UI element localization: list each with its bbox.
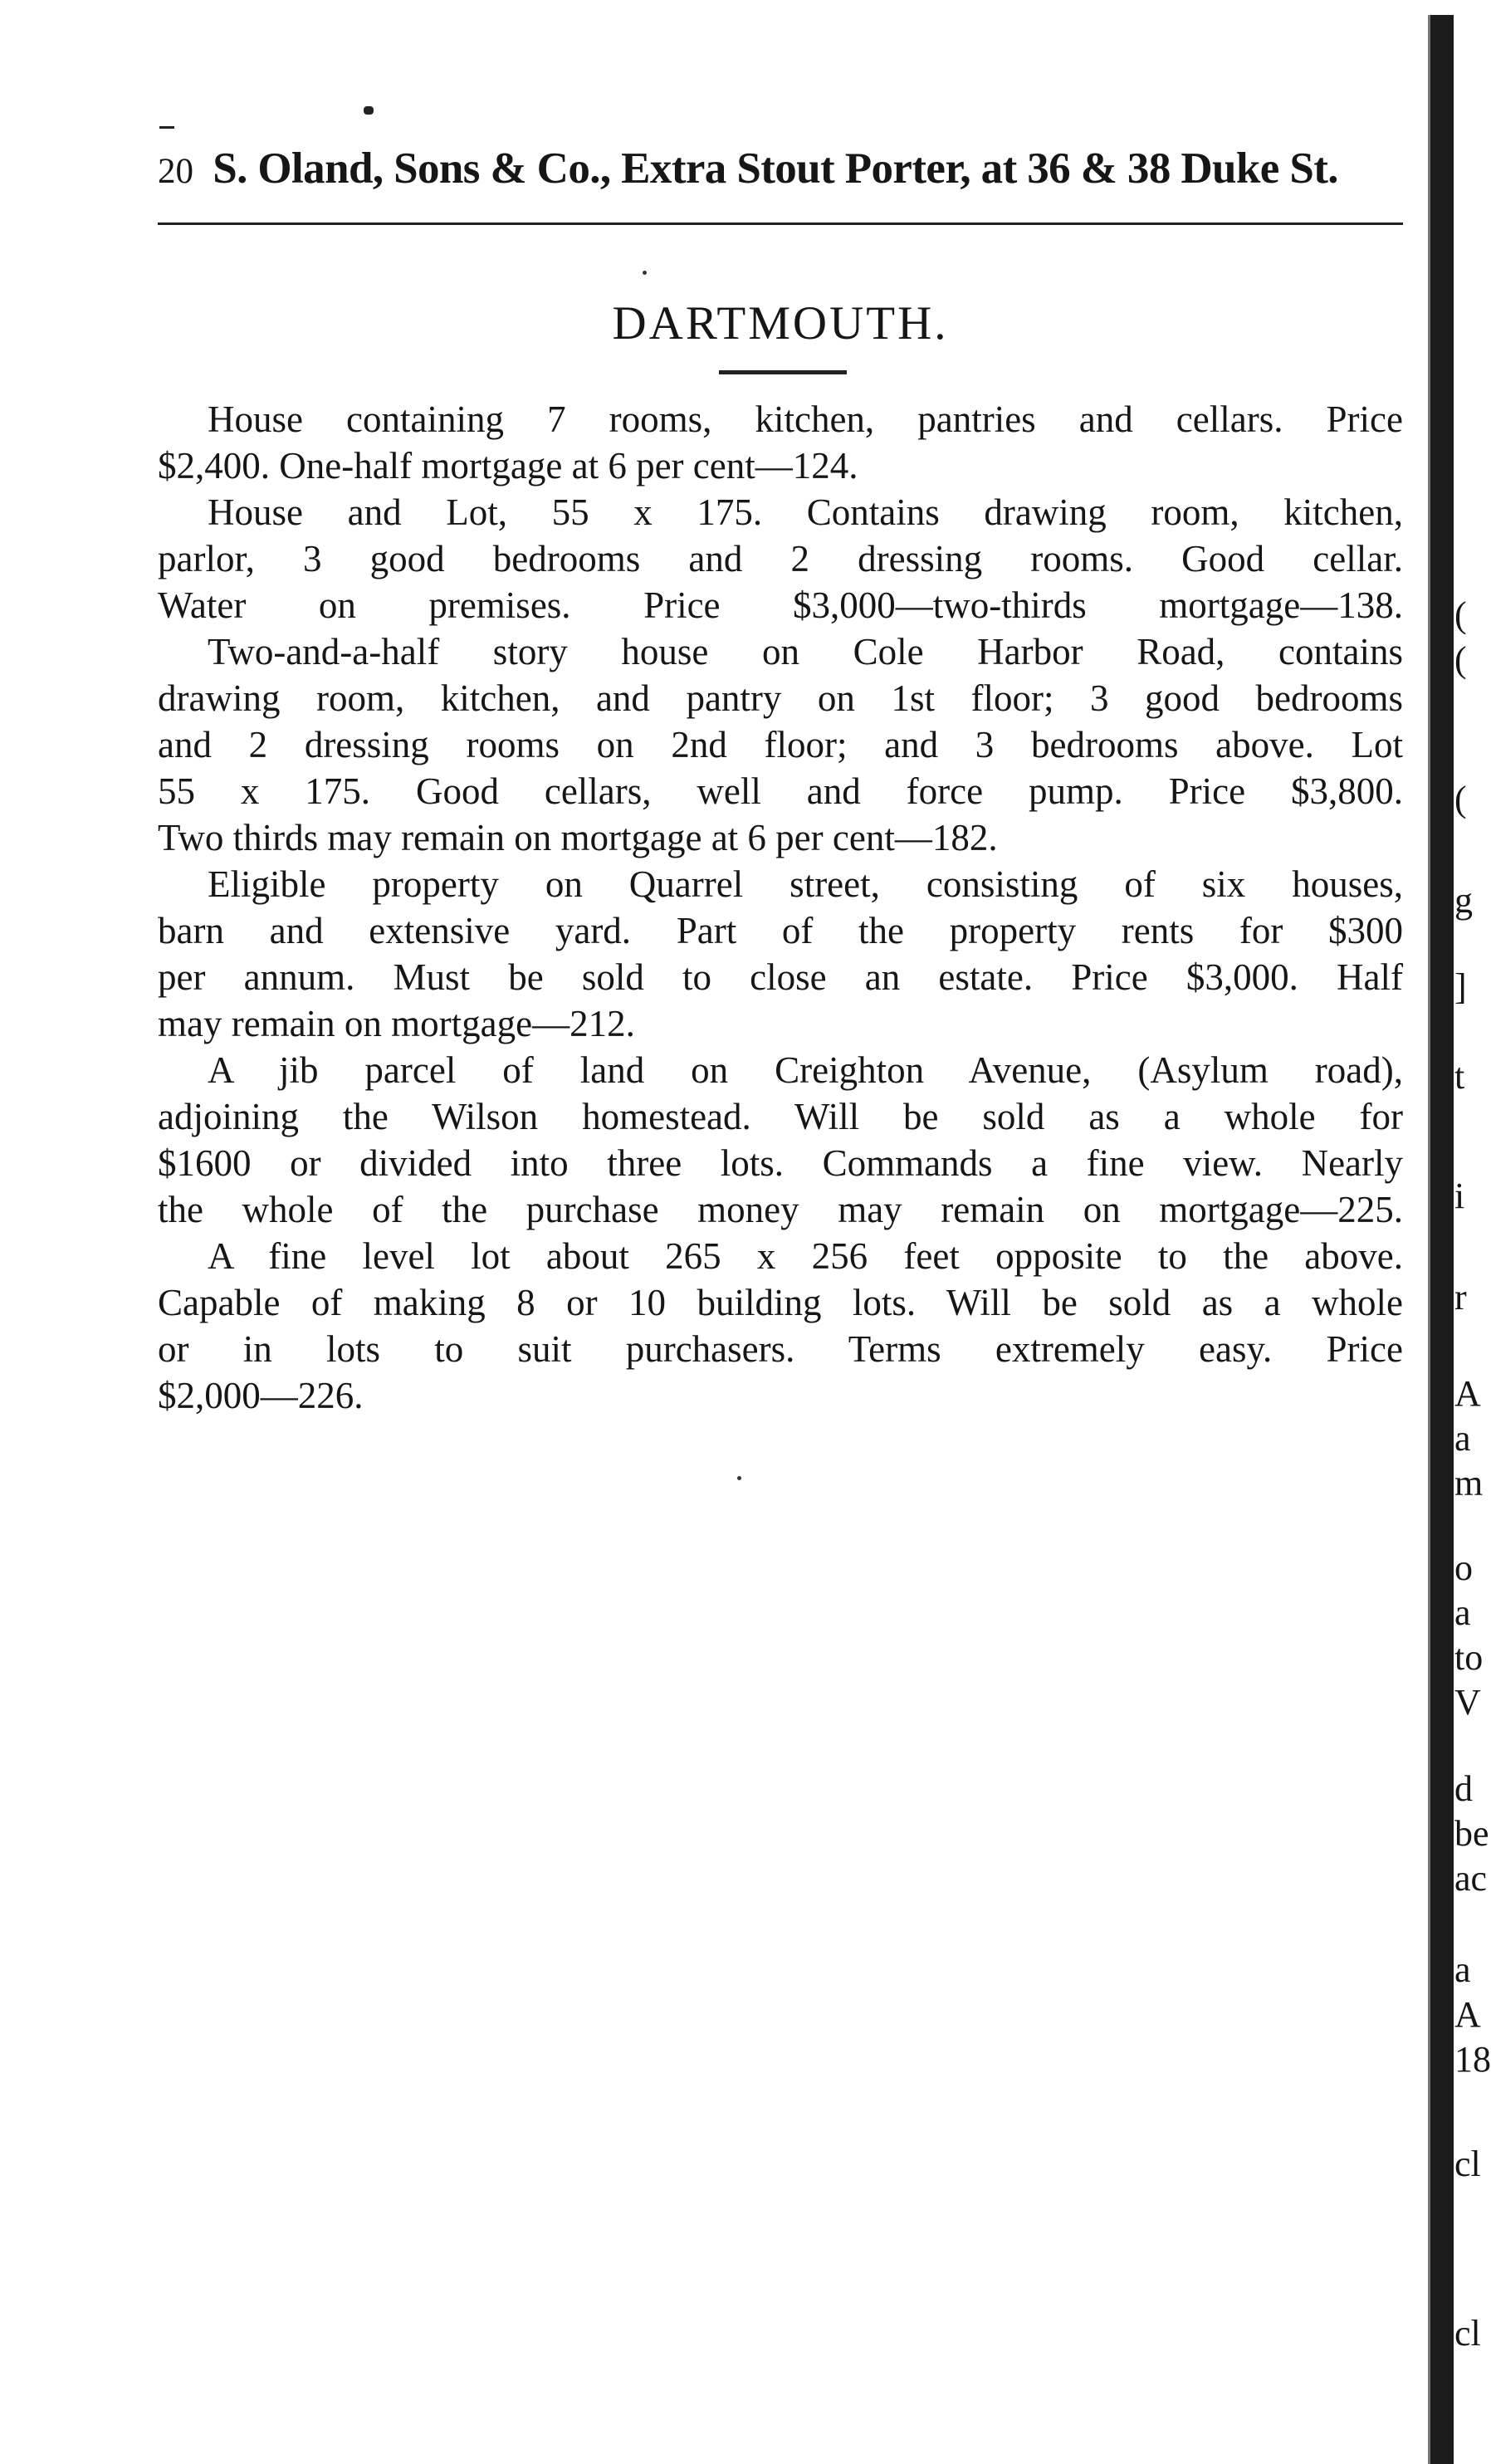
adjacent-page-fragment: d — [1454, 1768, 1473, 1809]
adjacent-page-fragment: o — [1454, 1547, 1473, 1588]
adjacent-page-fragment: ( — [1454, 594, 1467, 635]
listing-line: House containing 7 rooms, kitchen, pantries and cellars. Price — [208, 398, 1403, 440]
adjacent-page-fragment: ( — [1454, 639, 1467, 680]
ink-dot — [364, 106, 374, 115]
listing-line: adjoining the Wilson homestead. Will be sold as a whole for — [158, 1096, 1403, 1137]
listing-line: Water on premises. Price $3,000—two-thirds mortgage—138. — [158, 584, 1403, 626]
adjacent-page-fragment: a — [1454, 1592, 1471, 1633]
adjacent-page-fragment: ( — [1454, 779, 1467, 819]
adjacent-page-fragment: ] — [1454, 966, 1467, 1007]
listing-line: barn and extensive yard. Part of the property rents for $300 — [158, 910, 1403, 951]
page-number: 20 — [158, 152, 193, 191]
adjacent-page-fragment: a — [1454, 1949, 1471, 1990]
adjacent-page-fragment: a — [1454, 1418, 1471, 1459]
adjacent-page-fragment: V — [1454, 1682, 1481, 1723]
adjacent-page-fragment: to — [1454, 1637, 1484, 1678]
listing-line: $2,400. One-half mortgage at 6 per cent—124. — [158, 445, 858, 486]
listing-line: and 2 dressing rooms on 2nd floor; and 3 bedrooms above. Lot — [158, 724, 1403, 765]
listing-line: or in lots to suit purchasers. Terms extremely easy. Price — [158, 1328, 1403, 1370]
listing-line: Two thirds may remain on mortgage at 6 per cent—182. — [158, 817, 998, 858]
listing-line: Capable of making 8 or 10 building lots. Will be sold as a whole — [158, 1282, 1403, 1323]
adjacent-page-border — [1428, 15, 1454, 2464]
adjacent-page-fragment: i — [1454, 1176, 1465, 1216]
ink-speck — [643, 271, 647, 275]
adjacent-page-fragment: A — [1454, 1994, 1481, 2035]
running-header — [158, 139, 1403, 198]
adjacent-page-fragment: t — [1454, 1056, 1465, 1097]
ink-speck — [737, 1476, 741, 1480]
adjacent-page-fragment: A — [1454, 1373, 1481, 1414]
adjacent-page-fragment: 18 — [1454, 2039, 1491, 2080]
header-rule — [158, 222, 1403, 225]
listing-line: drawing room, kitchen, and pantry on 1st floor; 3 good bedrooms — [158, 677, 1403, 719]
listing-line: may remain on mortgage—212. — [158, 1003, 635, 1044]
adjacent-page-fragment: be — [1454, 1813, 1489, 1854]
listing-line: parlor, 3 good bedrooms and 2 dressing rooms. Good cellar. — [158, 538, 1403, 579]
section-title: DARTMOUTH. — [612, 297, 949, 350]
adjacent-page-fragment: cl — [1454, 2313, 1481, 2354]
listing-line: Two-and-a-half story house on Cole Harbor Road, contains — [208, 631, 1403, 672]
listing-line: Eligible property on Quarrel street, consisting of six houses, — [208, 863, 1403, 905]
listing-line: A fine level lot about 265 x 256 feet opposite to the above. — [208, 1235, 1403, 1277]
listing-line: 55 x 175. Good cellars, well and force pump. Price $3,800. — [158, 770, 1403, 812]
listing-line: $2,000—226. — [158, 1375, 364, 1416]
adjacent-page-fragment: g — [1454, 880, 1473, 921]
adjacent-page-fragment: m — [1454, 1463, 1484, 1503]
adjacent-page-fragment: cl — [1454, 2144, 1481, 2184]
listing-line: House and Lot, 55 x 175. Contains drawing room, kitchen, — [208, 491, 1403, 533]
listing-line: the whole of the purchase money may remain on mortgage—225. — [158, 1189, 1403, 1230]
adjacent-page-fragment: r — [1454, 1277, 1467, 1318]
header-advertisement-text: S. Oland, Sons & Co., Extra Stout Porter, at 36 & 38 Duke St. — [213, 144, 1338, 193]
dash-mark — [159, 126, 174, 129]
title-rule — [719, 370, 847, 374]
listing-line: per annum. Must be sold to close an estate. Price $3,000. Half — [158, 956, 1403, 998]
adjacent-page-fragment: ac — [1454, 1858, 1488, 1899]
listing-line: A jib parcel of land on Creighton Avenue, (Asylum road), — [208, 1049, 1403, 1091]
listing-line: $1600 or divided into three lots. Commands a fine view. Nearly — [158, 1142, 1403, 1184]
